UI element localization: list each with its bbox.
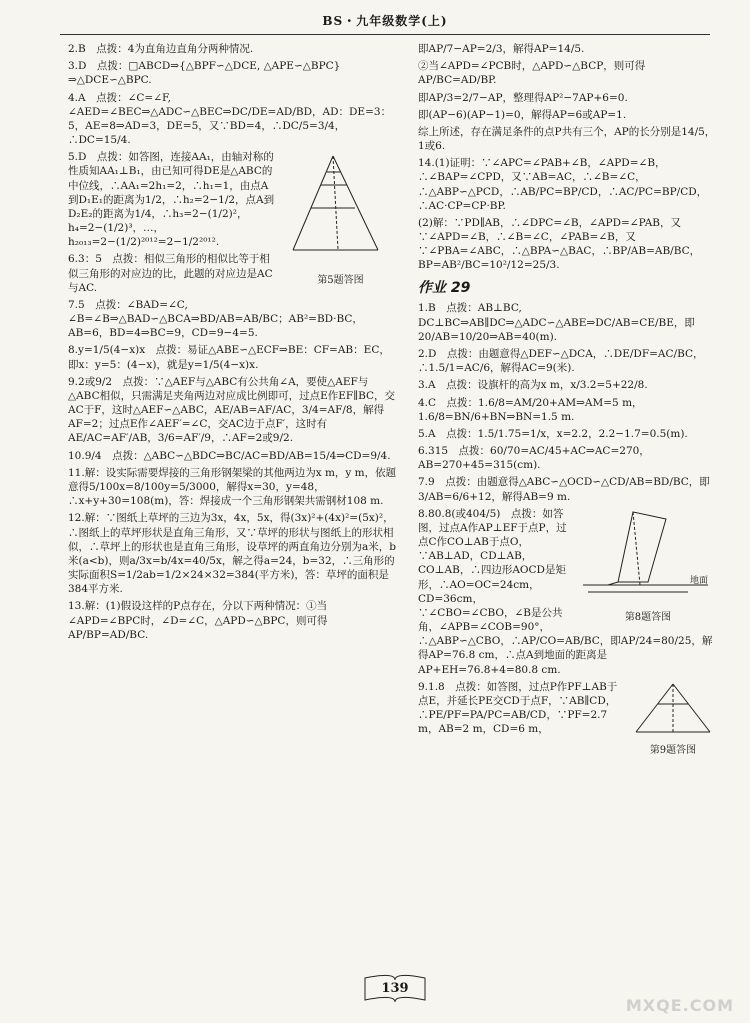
watermark-text: MXQE.COM <box>625 996 734 1016</box>
answer-13-cont-2: ②当∠APD=∠PCB时，△APD∽△BCP，则可得AP/BC=AD/BP. <box>418 60 646 87</box>
answer-14-part-1: 14.(1)证明：∵∠APC=∠PAB+∠B，∠APD=∠B，∴∠BAP=∠CPD，又∵AB=AC，∴∠B=∠C，∴△ABP∽△PCD，∴AB/PC=BP/CD，∴AC/PC=BP/CD，∴AC·CP=CP·BP. <box>418 157 708 212</box>
figure-5 <box>283 150 398 288</box>
page-number-text: 139 <box>381 981 409 996</box>
header-title: BS・九年级数学(上) <box>322 14 448 28</box>
figure-9-caption: 第9题答图 <box>649 744 697 756</box>
answer-13-cont-3: 即AP/3=2/7−AP，整理得AP²−7AP+6=0. <box>418 91 628 104</box>
ground-label: 地面 <box>690 575 709 586</box>
answer-3: 3.D 点拨：□ABCD⇒{△BPF∽△DCE, △APE∽△BPC}⇒△DCE∽△BPC. <box>68 60 341 87</box>
answer-13-cont-1: 即AP/7−AP=2/3，解得AP=14/5. <box>418 43 585 55</box>
hw29-answer-3: 3.A 点拨：设旗杆的高为x m，x/3.2=5+22/8. <box>418 379 648 392</box>
hw29-answer-7: 7.9 点拨：由题意得△ABC∽△OCD∽△CD/AB=BD/BC，即3/AB=6/6+12，解得AB=9 m. <box>418 476 710 503</box>
hw29-answer-1: 1.B 点拨：AB⊥BC, DC⊥BC⇒AB∥DC⇒△ADC∽△ABE⇒DC/AB=CE/BE，即20/AB=10/20⇒AB=40(m). <box>418 302 695 343</box>
answer-4: 4.A 点拨：∠C=∠F, ∠AED=∠BEC⇒△ADC∽△BEC⇒DC/DE=AD/BD，AD：DE=3：5，AE=8⇒AD=3，DE=5，又∵BD=4，∴DC/5=3/4，∴DC=15/4. <box>68 91 392 147</box>
figure-8-caption: 第8题答图 <box>624 611 672 623</box>
answer-13-cont-4: 即(AP−6)(AP−1)=0，解得AP=6或AP=1. <box>418 108 627 121</box>
easel-figure <box>578 507 718 607</box>
triangle-figure <box>283 150 398 270</box>
figure-8 <box>578 507 718 625</box>
section-title: 作业 29 <box>418 279 471 296</box>
answer-2: 2.B 点拨：4为直角边直角分两种情况. <box>68 43 254 55</box>
answer-10: 10.9/4 点拨：△ABC∽△BDC⇒BC/AC=BD/AB=15/4⇒CD=9/4. <box>68 449 391 462</box>
answer-8: 8.y=1/5(4−x)x 点拨：易证△ABE∽△ECF⇒BE：CF=AB：EC，即x：y=5：(4−x)，就是y=1/5(4−x)x. <box>68 344 390 371</box>
hw29-answer-6: 6.315 点拨：60/70=AC/45+AC⇒AC=270，AB=270+45=315(cm). <box>418 445 650 472</box>
hw29-answer-8: 地面 第8题答图 8.80.8(或404/5) 点拨：如答图，过点A作AP⊥EF于点P，过点C作CO⊥AB于点O，∵AB⊥AD，CD⊥AB，CO⊥AB，∴四边形AOCD是矩形，∴AO=OC=24cm，CD=36cm，∵∠CBO=∠CBO，∠B是公共角，∠APB=∠COB=90°，∴△ABP∽△CBO，∴AP/CO=AB/BC，即AP/24=80/25，解得AP=76.8 cm，∴点A到地面的距离是AP+EH=76.8+4=80.8 cm. <box>418 507 718 677</box>
answer-12: 12.解：∵图纸上草坪的三边为3x，4x，5x，得(3x)²+(4x)²=(5x)²，∴图纸上的草坪形状是直角三角形，又∵草坪的形状与图纸上的形状相似，∴草坪上的形状也是直角三角形，设草坪的两直角边分别为a米，b米(a<b)，则a/3x=b/4x=40/5x，解之得a=24，b=32，∴三角形的实际面积S=1/2ab=1/2×24×32=384(平方米)，答：草坪的面积是384平方米. <box>68 512 396 596</box>
watermark <box>604 961 744 1021</box>
hw29-answer-9: 第9题答图 9.1.8 点拨：如答图，过点P作PF⊥AB于点E，并延长PE交CD于点F，∵AB∥CD，∴PE/PF=PA/PC=AB/CD，∵PF=2.7 m，AB=2 m，CD=6 m， <box>418 680 718 737</box>
left-column <box>68 42 398 963</box>
answer-11: 11.解：设实际需要焊接的三角形钢架梁的其他两边为x m，y m，依题意得5/100x=8/100y=5/3000，解得x=30，y=48，∴x+y+30=108(m)，答：焊接成一个三角形钢架共需钢材108 m. <box>68 466 397 508</box>
answer-7: 7.5 点拨：∠BAD=∠C, ∠B=∠B⇒△BAD∽△BCA⇒BD/AB=AB/BC；AB²=BD·BC，AB=6，BD=4⇒BC=9，CD=9−4=5. <box>68 298 363 340</box>
answer-14-part-2: (2)解：∵PD∥AB，∴∠DPC=∠B，∠APD=∠PAB，又∵∠APD=∠B，∴∠B=∠C，∠PAB=∠B，又∵∠PBA=∠ABC，∴△BPA∽△BAC，∴BP/AB=AB/BC，BP=AB²/BC=10²/12=25/3. <box>418 216 701 272</box>
hw29-answer-4: 4.C 点拨：1.6/8=AM/20+AM⇒AM=5 m，1.6/8=BN/6+BN⇒BN=1.5 m. <box>418 396 643 423</box>
right-column <box>418 42 718 963</box>
hw29-answer-2: 2.D 点拨：由题意得△DEF∽△DCA，∴DE/DF=AC/BC，∴1.5/1=AC/6，解得AC=9(米). <box>418 347 704 375</box>
answer-5: 第5题答图 5.D 点拨：如答图，连接AA₁，由轴对称的性质知AA₁⊥B₁，由已知可得DE是△ABC的中位线，∴AA₁=2h₁=2，∴h₁=1，由点A到D₁E₁的距离为1/2，∴h₂=2−1/2，点A到D₂E₂的距离为1/4，∴h₃=2−(1/2)²，h₄=2−(1/2)³，…，h₂₀₁₃=2−(1/2)²⁰¹²=2−1/2²⁰¹². <box>68 150 398 249</box>
answer-13: 13.解：(1)假设这样的P点存在，分以下两种情况：①当∠APD=∠BPC时，∠D=∠C，△APD∽△BPC，则可得AP/BP=AD/BC. <box>68 600 328 641</box>
answer-13-summary: 综上所述，存在满足条件的点P共有三个，AP的长分别是14/5，1或6. <box>418 125 716 153</box>
lamp-figure <box>628 680 718 740</box>
figure-5-caption: 第5题答图 <box>317 275 364 287</box>
answer-6: 6.3：5 点拨：相似三角形的相似比等于相似三角形的对应边的比，此题的对应边是AC与AC. <box>68 253 273 294</box>
page-header <box>60 8 710 35</box>
page-number <box>360 972 430 1006</box>
hw29-answer-5: 5.A 点拨：1.5/1.75=1/x，x=2.2，2.2−1.7=0.5(m). <box>418 427 688 440</box>
figure-9 <box>628 680 718 758</box>
answer-9: 9.2或9/2 点拨：∵△AEF与△ABC有公共角∠A，要使△AEF与△ABC相似，只需满足夹角两边对应成比例即可，过点E作EF∥BC，交AC于F，这时△AEF∽△ABC，AE/AB=AF/AC，3/4=AF/8，解得AF=2；过点E作∠AEF′=∠C，交AC边于点F′，这时有AE/AC=AF′/AB，3/6=AF′/9，∴AF=2或9/2. <box>68 375 396 445</box>
